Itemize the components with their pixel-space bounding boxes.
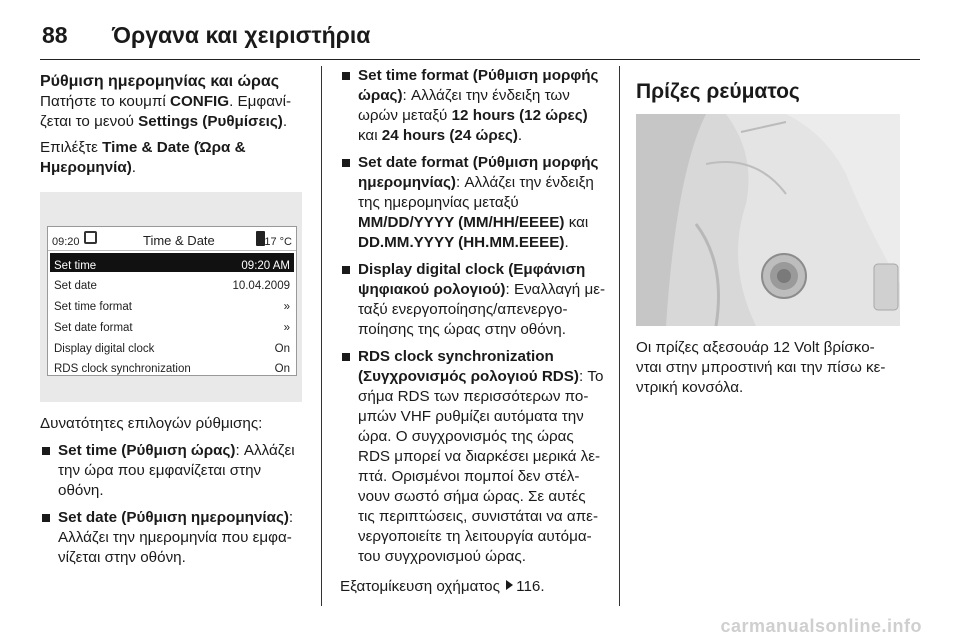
menu-item-set-date-format[interactable]: Set date format » — [54, 322, 290, 334]
power-outlet-description: Οι πρίζες αξεσουάρ 12 Volt βρίσκο-νται στην μπροστινή και την πίσω κε-ντρική κονσόλα. — [636, 339, 886, 396]
bullet-set-date: Set date (Ρύθμιση ημερομηνίας): Αλλάζει την ημερομηνία που εμφα-νίζεται στην οθόνη. — [40, 508, 308, 568]
menu-item-set-time-format[interactable]: Set time format » — [54, 301, 290, 313]
page-title: Όργανα και χειριστήρια — [112, 22, 371, 48]
page-header — [0, 0, 960, 58]
page-number: 88 — [42, 22, 68, 48]
screen-status-bar — [48, 227, 296, 251]
column-divider-1 — [321, 66, 322, 606]
clock-icon — [84, 231, 97, 244]
menu-item-set-time[interactable]: Set time 09:20 AM — [50, 253, 294, 272]
screen-temperature: 17 °C — [264, 236, 292, 248]
header-rule — [40, 59, 920, 60]
time-date-screen — [47, 226, 297, 376]
cross-reference: Εξατομίκευση οχήματος 116. — [340, 578, 545, 595]
bullet-set-time: Set time (Ρύθμιση ώρας): Αλλάζει την ώρα που εμφανίζεται στην οθόνη. — [40, 441, 308, 501]
bullet-rds-clock-sync: RDS clock synchronization (Συγχρονισμός ρολογιού RDS): Το σήμα RDS των περισσότερων πο-μπών VHF ρυθμίζει αυτόματα την ώρα. Ο συγχρονισμός της ώρας RDS μπορεί να διαρκέσει μερικά λε-πτά. Ορισμένοι πομποί δεν στέλ-νουν σωστό σήμα ώρας. Σε αυτές τις περιπτώσεις, συνιστάται να απε-νεργοποιείτε τη λειτουργία αυτόμα-του συγχρονισμού ώρας. — [340, 347, 606, 567]
power-outlet-photo — [636, 114, 900, 326]
column-divider-2 — [619, 66, 620, 606]
column-2 — [340, 66, 606, 597]
section-heading-date-time: Ρύθμιση ημερομηνίας και ώρας — [40, 73, 280, 90]
menu-item-rds-clock-sync[interactable]: RDS clock synchronization On — [54, 363, 290, 375]
options-intro: Δυνατότητες επιλογών ρύθμισης: — [40, 415, 263, 432]
bullet-display-digital-clock: Display digital clock (Εμφάνιση ψηφιακού ρολογιού): Εναλλαγή με-ταξύ ενεργοποίησης/απενεργο-ποίησης της ώρας στην οθόνη. — [340, 260, 606, 340]
power-outlet-illustration — [636, 114, 900, 326]
instruction-config: Πατήστε το κουμπί CONFIG. Εμφανί-ζεται το μενού Settings (Ρυθμίσεις). — [40, 93, 292, 130]
column-3 — [636, 72, 900, 398]
arrow-icon — [506, 580, 513, 590]
instruction-select: Επιλέξτε Time & Date (Ώρα & Ημερομηνία). — [40, 139, 246, 176]
menu-item-display-digital-clock[interactable]: Display digital clock On — [54, 343, 290, 355]
column-1 — [40, 72, 308, 568]
bullet-set-time-format: Set time format (Ρύθμιση μορφής ώρας): Αλλάζει την ένδειξη των ωρών μεταξύ 12 hours (12 ώρες) και 24 hours (24 ώρες). — [340, 66, 606, 146]
bullet-set-date-format: Set date format (Ρύθμιση μορφής ημερομηνίας): Αλλάζει την ένδειξη της ημερομηνίας μεταξύ MM/DD/YYYY (MM/HH/EEEE) και DD.MM.YYYY (HH.MM.EEEE). — [340, 153, 606, 253]
screen-figure — [40, 192, 302, 402]
screen-time: 09:20 — [52, 236, 80, 248]
menu-item-set-date[interactable]: Set date 10.04.2009 — [54, 280, 290, 292]
cross-reference-link[interactable]: 116. — [516, 578, 545, 595]
section-heading-power-outlets: Πρίζες ρεύματος — [636, 80, 800, 103]
screen-title: Time & Date — [143, 233, 215, 248]
watermark: carmanualsonline.info — [720, 616, 922, 636]
